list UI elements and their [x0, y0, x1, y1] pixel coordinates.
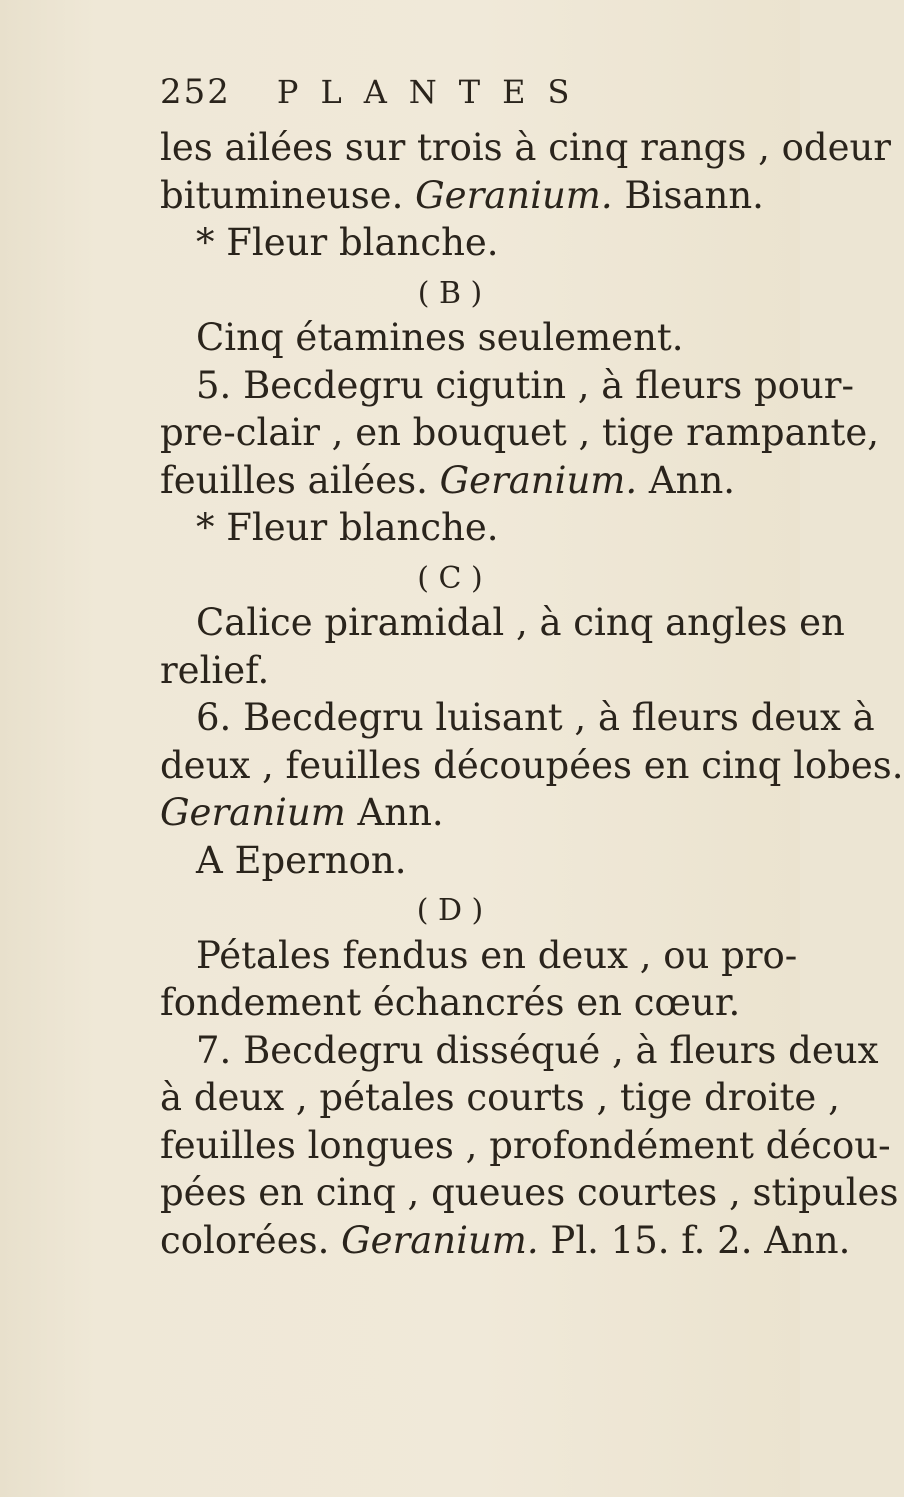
text-line: feuilles ailées. Geranium. Ann.: [160, 458, 736, 502]
text-line: Cinq étamines seulement.: [196, 316, 684, 359]
text-line: pre-clair , en bouquet , tige rampante,: [160, 411, 880, 454]
section-marker: ( B ): [417, 275, 483, 311]
text-line: à deux , pétales courts , tige droite ,: [160, 1076, 840, 1119]
section-marker: ( C ): [417, 560, 483, 596]
text-line: les ailées sur trois à cinq rangs , odeur: [160, 126, 891, 169]
text-line: feuilles longues , profondément décou-: [160, 1123, 891, 1167]
page-header: [160, 72, 630, 112]
text-line: * Fleur blanche.: [196, 221, 499, 264]
running-title: PLANTES: [276, 73, 592, 111]
text-line: Calice piramidal , à cinq angles en: [196, 601, 845, 644]
text-line: 5. Becdegru cigutin , à fleurs pour-: [196, 363, 854, 407]
text-line: Geranium Ann.: [160, 791, 444, 834]
section-marker: ( D ): [416, 893, 484, 928]
page-number: 252: [160, 72, 231, 112]
text-line: 7. Becdegru disséqué , à fleurs deux: [196, 1028, 879, 1072]
text-line: bitumineuse. Geranium. Bisann.: [160, 173, 764, 217]
text-line: 6. Becdegru luisant , à fleurs deux à: [196, 696, 875, 739]
text-line: Pétales fendus en deux , ou pro-: [196, 933, 798, 977]
text-line: * Fleur blanche.: [196, 506, 499, 549]
text-line: fondement échancrés en cœur.: [160, 981, 741, 1024]
text-line: deux , feuilles découpées en cinq lobes.: [160, 743, 904, 787]
text-line: pées en cinq , queues courtes , stipules: [160, 1171, 899, 1214]
text-line: colorées. Geranium. Pl. 15. f. 2. Ann.: [160, 1218, 851, 1262]
body-text: [160, 124, 904, 1264]
text-line: relief.: [160, 648, 270, 692]
text-line: A Epernon.: [196, 838, 407, 882]
